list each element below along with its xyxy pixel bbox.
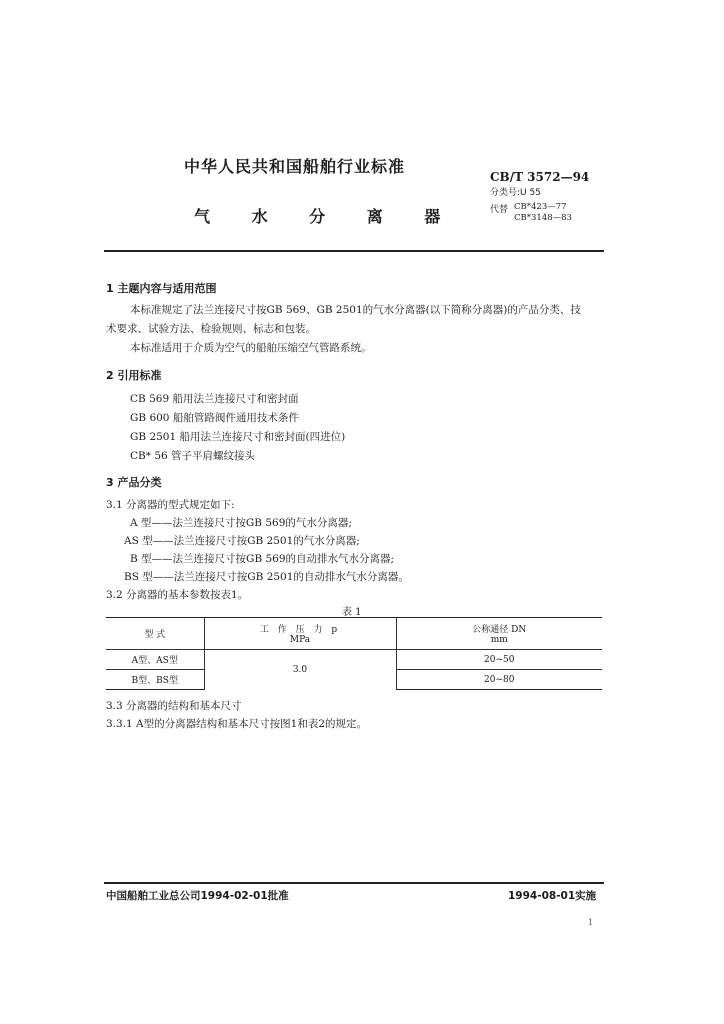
dn-header-label: 公称通径 DN: [472, 625, 527, 635]
table-header-type: [106, 618, 204, 650]
section-2-heading: 2 引用标准: [106, 369, 162, 382]
table-row: [106, 670, 204, 690]
table-header-pressure: [204, 618, 396, 650]
reference-gb600: GB 600 船舶管路阀件通用技术条件: [130, 412, 299, 424]
classification-number: 分类号:U 55: [490, 188, 541, 198]
type-b: B 型——法兰连接尺寸按GB 569的自动排水气水分离器;: [130, 553, 395, 565]
row-type: A型、AS型: [131, 656, 178, 666]
reference-gb2501: GB 2501 船用法兰连接尺寸和密封面(四进位): [130, 431, 346, 443]
section-3-3: 3.3 分离器的结构和基本尺寸: [106, 700, 242, 712]
page-number: 1: [588, 918, 594, 927]
org-title: 中华人民共和国船舶行业标准: [184, 157, 406, 176]
dn-unit: mm: [490, 635, 508, 645]
section-3-2: 3.2 分离器的基本参数按表1。: [106, 589, 249, 601]
parameter-table: [106, 617, 602, 690]
reference-cb569: CB 569 船用法兰连接尺寸和密封面: [130, 393, 299, 405]
pressure-value-cell: [204, 650, 396, 690]
approval-line: 中国船舶工业总公司1994-02-01批准: [106, 890, 289, 902]
dn-cell: [396, 670, 602, 690]
section-3-3-1: 3.3.1 A型的分离器结构和基本尺寸按图1和表2的规定。: [106, 718, 367, 730]
replaces-label: 代替: [490, 205, 509, 215]
table-caption: 表 1: [342, 607, 362, 618]
pressure-value: 3.0: [292, 664, 308, 675]
effective-date: 1994-08-01实施: [508, 890, 597, 902]
section-3-1: 3.1 分离器的型式规定如下:: [106, 499, 235, 511]
replaced-standard-1: CB*423—77: [514, 202, 567, 212]
type-as: AS 型——法兰连接尺寸按GB 2501的气水分离器;: [124, 535, 360, 547]
row-type: B型、BS型: [131, 676, 178, 686]
table-row: [106, 650, 204, 670]
pressure-unit: MPa: [289, 635, 311, 645]
section-1-paragraph-1-line-1: 本标准规定了法兰连接尺寸按GB 569、GB 2501的气水分离器(以下简称分离器)的产品分类、技: [130, 304, 581, 316]
section-3-heading: 3 产品分类: [106, 476, 162, 489]
replaced-standard-2: CB*3148—83: [514, 213, 572, 223]
section-1-paragraph-1-line-2: 术要求、试验方法、检验规则、标志和包装。: [106, 323, 316, 335]
footer-rule: [104, 882, 604, 884]
standard-code: CB/T 3572—94: [490, 170, 590, 184]
type-a: A 型——法兰连接尺寸按GB 569的气水分离器;: [130, 517, 352, 529]
table-header-type-text: 型 式: [144, 630, 166, 640]
doc-title: 气 水 分 离 器: [194, 207, 442, 226]
pressure-header-label: 工 作 压 力 p: [259, 625, 341, 635]
type-bs: BS 型——法兰连接尺寸按GB 2501的自动排水气水分离器。: [124, 571, 409, 583]
table-header-dn: [396, 618, 602, 650]
row-dn: 20~80: [484, 674, 515, 685]
dn-cell: [396, 650, 602, 670]
row-dn: 20~50: [484, 654, 515, 665]
section-1-heading: 1 主题内容与适用范围: [106, 282, 217, 295]
reference-cb56: CB* 56 管子平肩螺纹接头: [130, 450, 256, 462]
section-1-paragraph-2: 本标准适用于介质为空气的船舶压缩空气管路系统。: [130, 342, 372, 354]
header-rule: [104, 250, 604, 252]
